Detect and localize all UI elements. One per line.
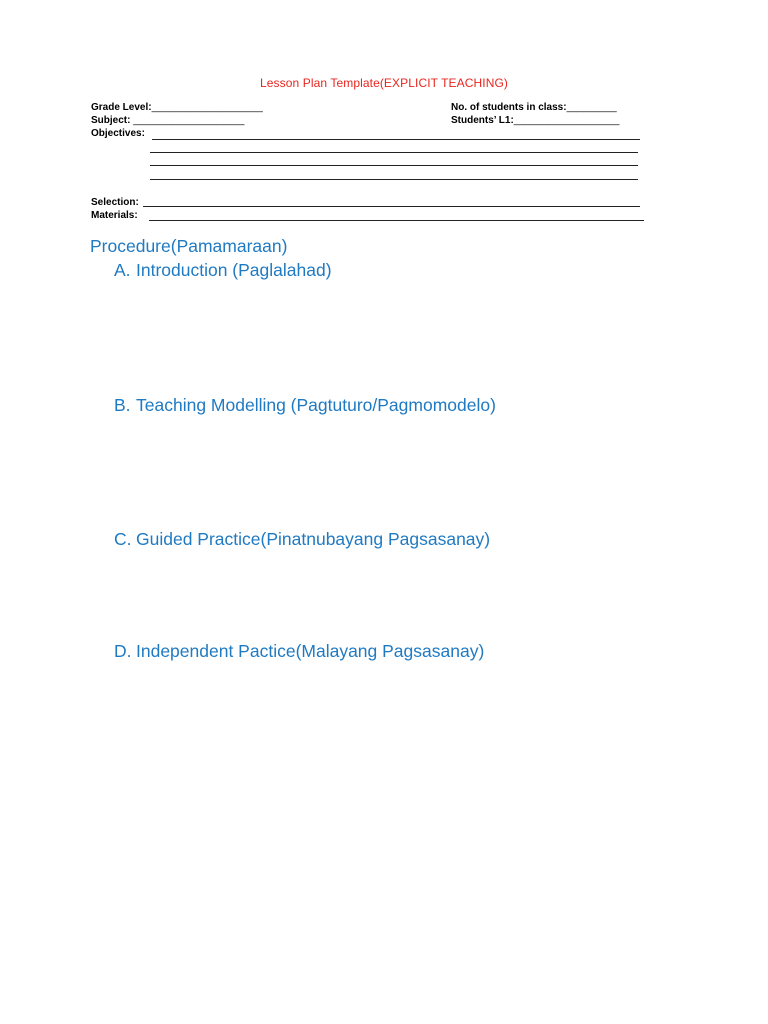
section-letter: A. bbox=[114, 260, 131, 280]
section-letter: D. bbox=[114, 641, 132, 661]
section-guided-practice bbox=[114, 529, 490, 550]
objectives-label: Objectives: bbox=[91, 128, 145, 139]
objectives-line-1 bbox=[152, 139, 640, 140]
section-text: Introduction (Paglalahad) bbox=[136, 260, 332, 280]
section-teaching-modelling bbox=[114, 395, 496, 416]
section-text: Teaching Modelling (Pagtuturo/Pagmomodelo) bbox=[136, 395, 496, 415]
selection-label: Selection: bbox=[91, 197, 139, 208]
document-title: Lesson Plan Template(EXPLICIT TEACHING) bbox=[259, 76, 508, 90]
objectives-line-3 bbox=[150, 165, 638, 166]
section-independent-practice bbox=[114, 641, 484, 662]
section-text: Guided Practice(Pinatnubayang Pagsasanay) bbox=[136, 529, 491, 549]
grade-level-field bbox=[91, 101, 263, 114]
section-text: Independent Pactice(Malayang Pagsasanay) bbox=[136, 641, 485, 661]
procedure-heading: Procedure(Pamamaraan) bbox=[90, 236, 288, 256]
section-letter: C. bbox=[114, 529, 132, 549]
subject-label: Subject: bbox=[91, 115, 134, 126]
grade-level-line: ____________________ bbox=[151, 102, 263, 113]
section-letter: B. bbox=[114, 395, 131, 415]
materials-line bbox=[149, 220, 644, 221]
subject-field bbox=[91, 114, 244, 127]
grade-level-label: Grade Level: bbox=[91, 102, 152, 113]
objectives-field bbox=[91, 127, 145, 140]
materials-field bbox=[91, 209, 138, 222]
selection-field bbox=[91, 196, 139, 209]
no-students-label: No. of students in class: bbox=[451, 102, 567, 113]
students-l1-line: ___________________ bbox=[513, 115, 620, 126]
objectives-line-4 bbox=[150, 179, 638, 180]
students-l1-field bbox=[451, 114, 619, 127]
materials-label: Materials: bbox=[91, 210, 138, 221]
selection-line bbox=[143, 206, 640, 207]
section-introduction bbox=[114, 260, 332, 281]
objectives-line-2 bbox=[150, 152, 638, 153]
no-students-line: _________ bbox=[566, 102, 617, 113]
no-students-field bbox=[451, 101, 617, 114]
subject-line: ____________________ bbox=[133, 115, 245, 126]
students-l1-label: Students’ L1: bbox=[451, 115, 514, 126]
